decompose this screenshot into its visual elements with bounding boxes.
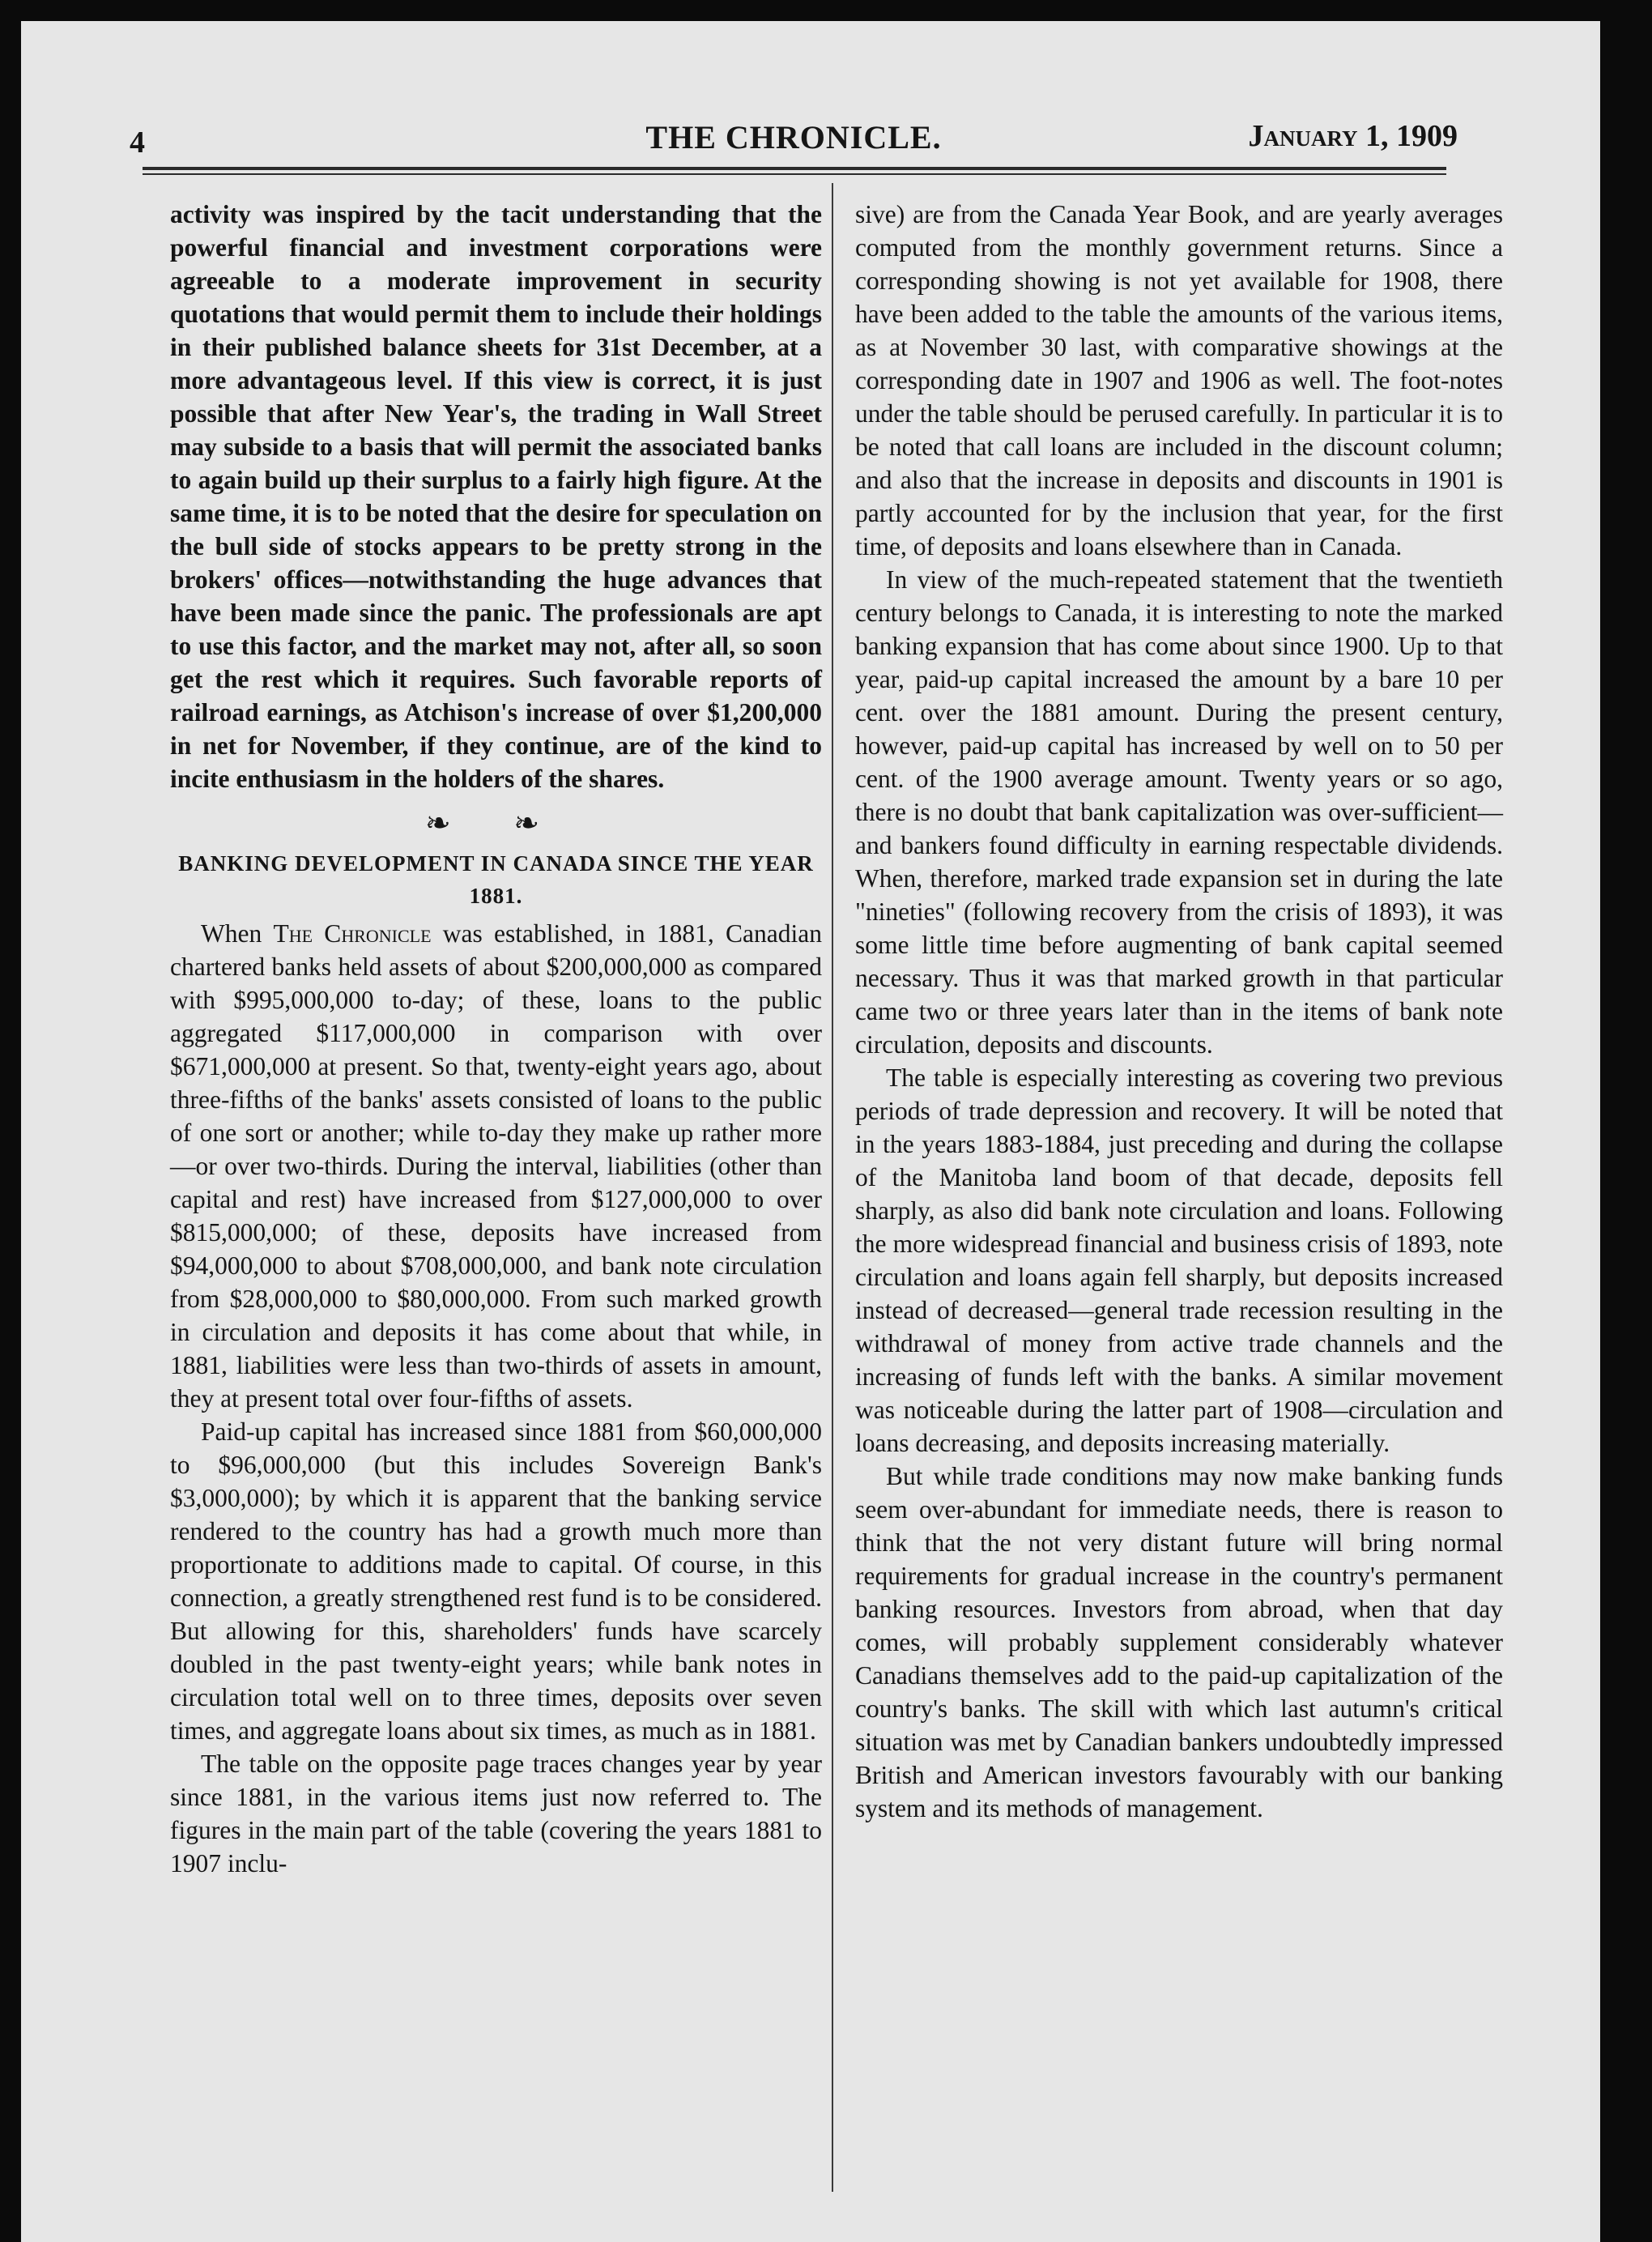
page-header: [130, 109, 1458, 160]
section-ornament: ❧ ❧: [424, 807, 568, 841]
article-paragraph-1: [170, 917, 822, 1415]
paragraph-text: When: [201, 919, 274, 948]
header-rule: [143, 167, 1446, 170]
header-rule-thin: [143, 173, 1446, 175]
column-divider: [832, 183, 833, 2192]
issue-date: January 1, 1909: [1248, 119, 1458, 153]
right-column: [855, 198, 1503, 1825]
article-paragraph-7: But while trade conditions may now make banking funds seem over-abundant for immediate needs, there is reason to think that the not very distant future will bring normal requirements for gradual increase in the country's permanent banking resources. Investors from abroad, when that day comes, will probably supplement considerably whatever Canadians themselves add to the paid-up capitalization of the country's banks. The skill with which last autumn's critical situation was met by Canadian bankers undoubtedly impressed British and American investors favourably with our banking system and its methods of management.: [855, 1462, 1503, 1822]
newspaper-page: [21, 21, 1600, 2242]
article-heading: BANKING DEVELOPMENT IN CANADA SINCE THE YEAR 1881.: [178, 851, 814, 908]
article-paragraph-4: sive) are from the Canada Year Book, and are yearly averages computed from the monthly government returns. Since a corresponding showing is not yet available for 1908, there have been added to the table the amounts of the various items, as at November 30 last, with comparative showings at the corresponding date in 1907 and 1906 as well. The foot-notes under the table should be perused carefully. In particular it is to be noted that call loans are included in the discount column; and also that the increase in deposits and discounts in 1901 is partly accounted for by the inclusion that year, for the first time, of deposits and loans elsewhere than in Canada.: [855, 200, 1503, 560]
publication-title: THE CHRONICLE.: [645, 119, 942, 156]
page-number: 4: [130, 126, 145, 160]
publication-name: The Chronicle: [273, 919, 432, 948]
article-paragraph-2: Paid-up capital has increased since 1881 from $60,000,000 to $96,000,000 (but this includes Sovereign Bank's $3,000,000); by which it is apparent that the banking service rendered to the country has had a growth much more than proportionate to additions made to capital. Of course, in this connection, a greatly strengthened rest fund is to be considered. But allowing for this, shareholders' funds have scarcely doubled in the past twenty-eight years; while bank notes in circulation total well on to three times, deposits over seven times, and aggregate loans about six times, as much as in 1881.: [170, 1417, 822, 1745]
continued-paragraph: activity was inspired by the tacit understanding that the powerful financial and investment corporations were agreeable to a moderate improvement in security quotations that would permit them to include their holdings in their published balance sheets for 31st December, at a more advantageous level. If this view is correct, it is just possible that after New Year's, the trading in Wall Street may subside to a basis that will permit the associated banks to again build up their surplus to a fairly high figure. At the same time, it is to be noted that the desire for speculation on the bull side of stocks appears to be pretty strong in the brokers' offices—notwithstanding the huge advances that have been made since the panic. The professionals are apt to use this factor, and the market may not, after all, so soon get the rest which it requires. Such favorable reports of railroad earnings, as Atchison's increase of over $1,200,000 in net for November, if they continue, are of the kind to incite enthusiasm in the holders of the shares.: [170, 200, 822, 793]
article-paragraph-3: The table on the opposite page traces changes year by year since 1881, in the various items just now referred to. The figures in the main part of the table (covering the years 1881 to 1907 inclu-: [170, 1750, 822, 1878]
article-paragraph-6: The table is especially interesting as covering two previous periods of trade depression and recovery. It will be noted that in the years 1883-1884, just preceding and during the collapse of the Manitoba land boom of that decade, deposits fell sharply, as also did bank note circulation and loans. Following the more widespread financial and business crisis of 1893, note circulation and loans again fell sharply, but deposits increased instead of decreased—general trade recession resulting in the withdrawal of money from active trade channels and the increasing of funds left with the banks. A similar movement was noticeable during the latter part of 1908—circulation and loans decreasing, and deposits increasing materially.: [855, 1063, 1503, 1457]
article-paragraph-5: In view of the much-repeated statement that the twentieth century belongs to Canada, it is interesting to note the marked banking expansion that has come about since 1900. Up to that year, paid-up capital increased the amount by a bare 10 per cent. over the 1881 amount. During the present century, however, paid-up capital has increased by well on to 50 per cent. of the 1900 average amount. Twenty years or so ago, there is no doubt that bank capitalization was over-sufficient—and bankers found difficulty in earning respectable dividends. When, therefore, marked trade expansion set in during the late "nineties" (following recovery from the crisis of 1893), it was some little time before augmenting of bank capital seemed necessary. Thus it was that marked growth in that particular came two or three years later than in the items of bank note circulation, deposits and discounts.: [855, 565, 1503, 1059]
paragraph-text: was established, in 1881, Canadian chartered banks held assets of about $200,000,000 as compared with $995,000,000 to-day; of these, loans to the public aggregated $117,000,000 in comparison with over $671,000,000 at present. So that, twenty-eight years ago, about three-fifths of the banks' assets consisted of loans to the public of one sort or another; while to-day they make up rather more—or over two-thirds. During the interval, liabilities (other than capital and rest) have increased from $127,000,000 to over $815,000,000; of these, deposits have increased from $94,000,000 to about $708,000,000, and bank note circulation from $28,000,000 to $80,000,000. From such marked growth in circulation and deposits it has come about that while, in 1881, liabilities were less than two-thirds of assets in amount, they at present total over four-fifths of assets.: [170, 919, 823, 1413]
left-column: [170, 198, 822, 1880]
